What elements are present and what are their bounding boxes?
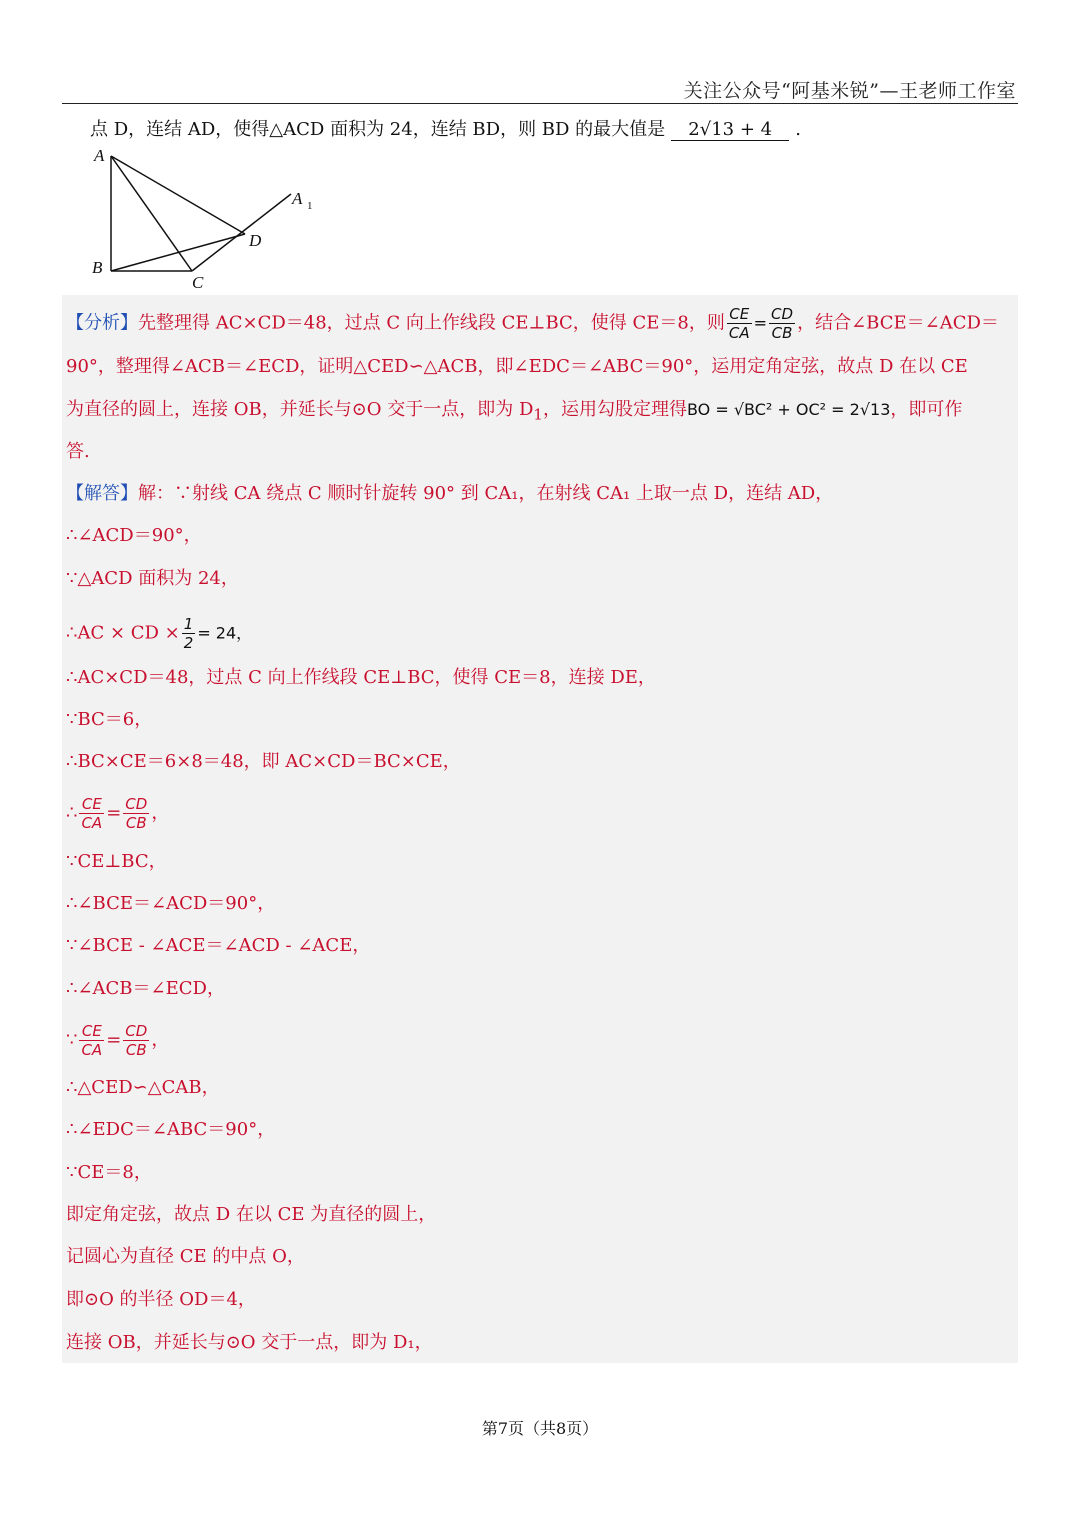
analysis-text: 为直径的圆上，连接 OB，并延长与⊙O 交于一点，即为 D bbox=[66, 399, 534, 420]
label-D: D bbox=[249, 231, 262, 250]
pythagoras-formula: BO = √BC² + OC² = 2√13 bbox=[686, 400, 891, 419]
segment-BD bbox=[111, 234, 245, 271]
solution-line-4 bbox=[66, 615, 252, 652]
solution-line-3: ∵△ACD 面积为 24， bbox=[66, 568, 239, 589]
solution-line-13 bbox=[66, 1022, 169, 1059]
therefore-sign: ∴ bbox=[66, 802, 78, 824]
solution-line-16: ∵CE＝8， bbox=[66, 1162, 152, 1183]
frac-den: 2 bbox=[183, 634, 194, 652]
label-B: B bbox=[92, 258, 103, 277]
fraction bbox=[123, 1022, 149, 1059]
frac-num: CD bbox=[125, 1022, 148, 1040]
frac-den: CB bbox=[771, 324, 793, 342]
because-sign: ∵ bbox=[66, 1029, 78, 1051]
solution-text: = 24， bbox=[197, 623, 253, 643]
label-A1-sub: 1 bbox=[307, 200, 313, 212]
geometry-figure bbox=[86, 142, 326, 294]
frac-num: CE bbox=[79, 1022, 104, 1041]
subscript: 1 bbox=[533, 405, 543, 424]
equals-sign: = bbox=[753, 313, 768, 333]
analysis-text: ，运用勾股定理得 bbox=[542, 399, 687, 420]
frac-num: CE bbox=[727, 305, 752, 324]
solution-line-14: ∴△CED∽△CAB， bbox=[66, 1077, 220, 1098]
fraction bbox=[182, 615, 196, 652]
frac-num: CD bbox=[771, 305, 794, 323]
analysis-text: ，结合∠BCE＝∠ACD＝ bbox=[797, 312, 999, 334]
label-A1: A bbox=[292, 189, 303, 208]
solution-line-2: ∴∠ACD＝90°， bbox=[66, 525, 202, 546]
analysis-line-1 bbox=[66, 305, 999, 342]
question-suffix: . bbox=[795, 119, 801, 140]
page-header bbox=[62, 76, 1018, 104]
fraction bbox=[727, 305, 752, 342]
label-A: A bbox=[94, 146, 105, 165]
frac-den: CB bbox=[125, 1041, 147, 1059]
analysis-line-2: 90°，整理得∠ACB＝∠ECD，证明△CED∽△ACB，即∠EDC＝∠ABC＝90°，运用定角定弦，故点 D 在以 CE bbox=[66, 356, 968, 377]
frac-den: CA bbox=[81, 814, 103, 832]
analysis-line-3 bbox=[66, 397, 962, 428]
solution-text: ∴AC × CD × bbox=[66, 622, 180, 644]
fraction bbox=[123, 795, 149, 832]
solution-line-20: 连接 OB，并延长与⊙O 交于一点，即为 D₁， bbox=[66, 1332, 433, 1353]
analysis-text: ，即可作 bbox=[890, 399, 963, 420]
fraction bbox=[79, 1022, 104, 1059]
solution-line-7: ∴BC×CE＝6×8＝48，即 AC×CD＝BC×CE， bbox=[66, 751, 461, 772]
solution-line-1 bbox=[66, 481, 833, 507]
frac-num: CD bbox=[125, 795, 148, 813]
frac-num: CE bbox=[79, 795, 104, 814]
solution-line-9: ∵CE⊥BC， bbox=[66, 851, 167, 872]
segment-AD bbox=[111, 156, 245, 234]
answer-blank: 2√13 + 4 bbox=[671, 119, 789, 141]
equals-sign: = bbox=[106, 802, 122, 824]
page-footer: 第7页（共8页） bbox=[481, 1419, 599, 1438]
solution-line-17: 即定角定弦，故点 D 在以 CE 为直径的圆上， bbox=[66, 1204, 437, 1225]
frac-den: CB bbox=[125, 814, 147, 832]
solution-line-5: ∴AC×CD＝48，过点 C 向上作线段 CE⊥BC，使得 CE＝8，连接 DE， bbox=[66, 667, 656, 688]
segment-AC bbox=[111, 156, 192, 271]
equals-sign: = bbox=[106, 1029, 122, 1051]
frac-den: CA bbox=[728, 324, 750, 342]
fraction bbox=[769, 305, 795, 342]
fraction bbox=[79, 795, 104, 832]
question-prefix: 点 D，连结 AD，使得△ACD 面积为 24，连结 BD，则 BD 的最大值是 bbox=[90, 119, 666, 140]
solution-line-19: 即⊙O 的半径 OD＝4， bbox=[66, 1289, 256, 1310]
solution-line-11: ∵∠BCE - ∠ACE＝∠ACD - ∠ACE， bbox=[66, 935, 371, 956]
header-title: 关注公众号“阿基米锐”—王老师工作室 bbox=[683, 80, 1016, 102]
solution-text: 解：∵射线 CA 绕点 C 顺时针旋转 90° 到 CA₁，在射线 CA₁ 上取一点 D，连结 AD， bbox=[138, 483, 834, 504]
solution-line-12: ∴∠ACB＝∠ECD， bbox=[66, 978, 225, 999]
question-text bbox=[90, 115, 801, 141]
analysis-text: 先整理得 AC×CD＝48，过点 C 向上作线段 CE⊥BC，使得 CE＝8，则 bbox=[138, 312, 725, 334]
ray-CA1 bbox=[192, 194, 291, 271]
solution-line-8 bbox=[66, 795, 169, 832]
frac-den: CA bbox=[81, 1041, 103, 1059]
comma: ， bbox=[151, 1029, 170, 1051]
analysis-tag: 【分析】 bbox=[66, 312, 138, 334]
solution-line-6: ∵BC＝6， bbox=[66, 709, 153, 730]
solution-panel bbox=[62, 295, 1018, 1363]
solution-line-10: ∴∠BCE＝∠ACD＝90°， bbox=[66, 893, 276, 914]
comma: ， bbox=[151, 802, 170, 824]
solution-line-15: ∴∠EDC＝∠ABC＝90°， bbox=[66, 1119, 276, 1140]
frac-num: 1 bbox=[183, 615, 194, 633]
analysis-line-4: 答. bbox=[66, 441, 90, 462]
solution-line-18: 记圆心为直径 CE 的中点 O， bbox=[66, 1246, 305, 1267]
label-C: C bbox=[192, 273, 204, 292]
solution-tag: 【解答】 bbox=[66, 483, 138, 504]
